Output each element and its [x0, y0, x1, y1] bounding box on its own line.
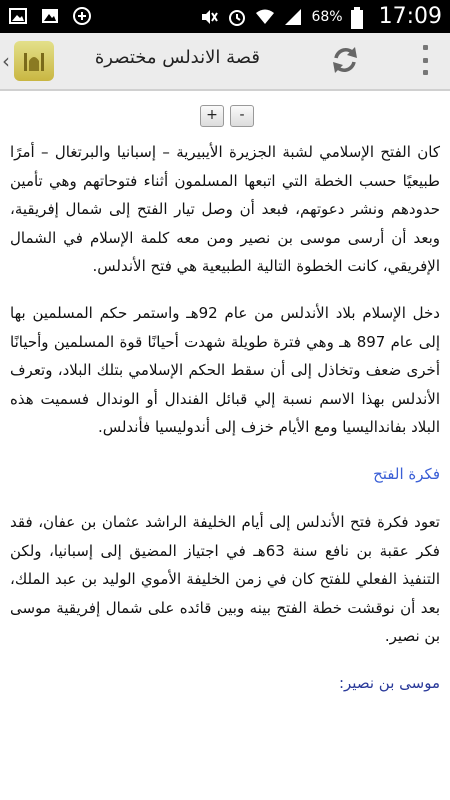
battery-percent: 68% [311, 8, 343, 25]
app-logo[interactable] [14, 41, 54, 81]
signal-icon [283, 7, 303, 27]
app-title: قصة الاندلس مختصرة [94, 47, 260, 68]
article-paragraph-1: كان الفتح الإسلامي لشبة الجزيرة الأيبيرية – إسبانيا والبرتغال – أمرًا طبيعيًا حسب الخطة التي اتبعها المسلمون أثناء فتوحاتهم وهي تأمين حدودهم ونشر دعوتهم، فبعد أن وصل تيار الفتح إلى شمال إفريقية، وبعد أن أرسى موسى بن نصير ومن معه كلمة الإسلام في الشمال الإفريقي، كانت الخطوة التالية الطبيعية هي فتح الأندلس. [10, 143, 440, 276]
notification-icons [8, 6, 92, 26]
mute-icon [199, 7, 219, 27]
action-bar [0, 33, 450, 91]
overflow-menu-icon[interactable] [420, 45, 430, 75]
system-icons [199, 4, 442, 29]
wifi-icon [255, 7, 275, 27]
up-caret-icon[interactable]: ‹ [2, 49, 10, 73]
section-heading-idea-of-conquest: فكرة الفتح [373, 464, 440, 483]
article-body [10, 138, 440, 717]
zoom-controls [200, 105, 254, 127]
zoom-out-button[interactable]: - [230, 105, 254, 127]
alarm-icon [227, 7, 247, 27]
article-paragraph-2: دخل الإسلام بلاد الأندلس من عام 92هـ واستمر حكم المسلمين بها إلى عام 897 هـ وهي فترة طويلة شهدت أحيانًا قوة المسلمين وأحيانًا أخرى ضعف وتخاذل إلى أن سقط الحكم الإسلامي بتلك البلاد، وتعرف الأندلس بهذا الاسم نسبة إلي قبائل الفندال أو الوندال فسميت هذه البلاد بفانداليسيا ومع الأيام خزف إلى أندوليسيا فأندلس. [10, 303, 440, 437]
clock: 17:09 [378, 4, 442, 29]
battery-icon [351, 7, 371, 27]
status-bar [0, 0, 450, 33]
notification-photo-icon [8, 6, 28, 26]
notification-app-icon [72, 6, 92, 26]
refresh-icon[interactable] [328, 43, 362, 77]
zoom-in-button[interactable]: + [200, 105, 224, 127]
notification-gallery-icon [40, 6, 60, 26]
article-paragraph-3: تعود فكرة فتح الأندلس إلى أيام الخليفة الراشد عثمان بن عفان، فقد فكر عقبة بن نافع سنة 63هـ في اجتياز المضيق إلى إسبانيا، ولكن التنفيذ الفعلي للفتح كان في زمن الخليفة الأموي الوليد بن عبد الملك، بعد أن نوقشت خطة الفتح بينه وبين قائده على شمال إفريقية موسى بن نصير. [10, 512, 440, 646]
section-heading-musa-bin-nusayr: موسى بن نصير: [338, 673, 440, 692]
